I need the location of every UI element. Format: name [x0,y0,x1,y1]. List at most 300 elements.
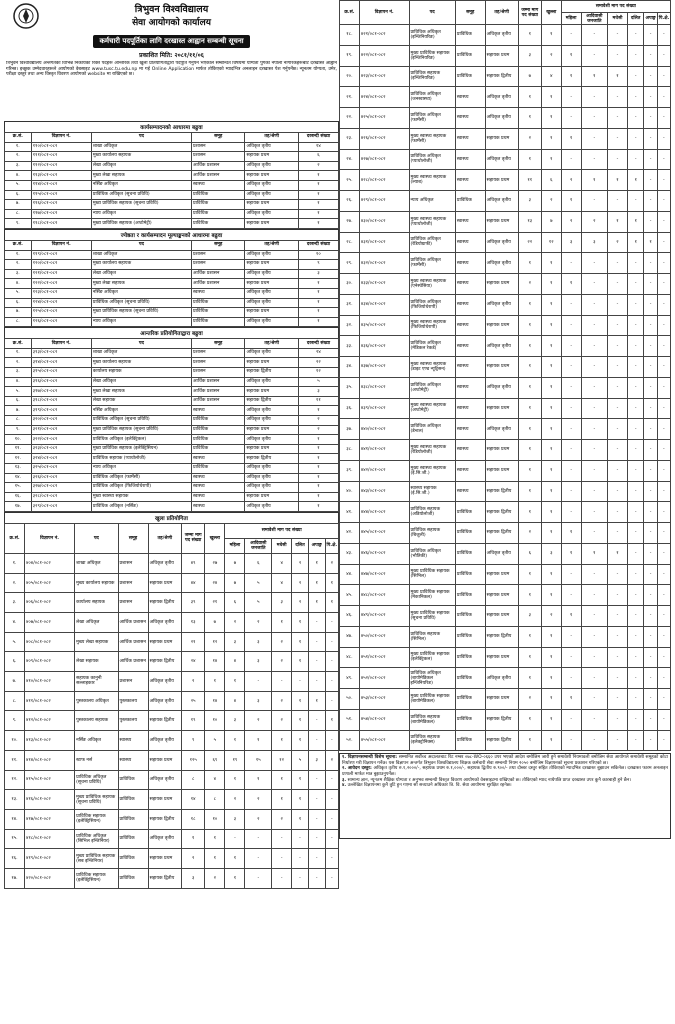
table-cell: सहायक प्रथम [245,260,298,270]
column-header: दरबन्दी संख्या [298,240,338,250]
table-cell: अधिकृत तृतीय [485,25,518,46]
table-cell: - [581,377,607,398]
table-cell: प्राविधिक [192,298,245,308]
table-cell: - [657,274,670,295]
table-cell: - [657,232,670,253]
table-cell: न्याय अधिकृत [91,209,191,219]
table-cell: १४ [298,142,338,152]
table-cell: ८. [5,209,32,219]
table-cell: १ [225,672,245,692]
table-cell: - [657,357,670,378]
table-cell: २४ [298,348,338,358]
table-row [340,211,671,232]
table-cell: अधिकृत तृतीय [485,377,518,398]
table-cell: ४३६/०८१-०८२ [359,336,409,357]
table-cell: १८ [181,809,204,829]
table-cell: ४१५/०८१-०८२ [25,770,75,790]
table-cell: २ [245,809,272,829]
column-header: समूह [192,240,245,250]
table-cell: १२. [5,454,32,464]
table-cell: आर्थिक प्रशासन [192,387,245,397]
table-row [340,253,671,274]
column-header: अपाङ्ग [308,538,325,553]
table-cell: १ [518,440,541,461]
table-cell: - [644,398,657,419]
note-text: अधिकृत तृतीय रु.१,२०००/-, सहायक प्रथम रु.१,०००/-, सहायक द्वितीय रु.९००/- तथा दोब्बर दस्तुर सहित तोकिएको म्यादभित्र दरखास्त बुझाउन सकिनेछ। दरखास्त फारम अनलाइन प्रणाली मार्फत मात्र बुझाउनुपर्नेछ। [342,766,668,778]
table-cell: २ [245,711,272,731]
table-cell: सहायक प्रथम [485,606,518,627]
table-cell: आर्थिक प्रशासन [192,377,245,387]
table-cell: - [627,585,644,606]
table-row [5,593,339,613]
table-cell: - [581,45,607,66]
table-cell: प्राविधिक [192,190,245,200]
table-cell: ४२५/०८१-०८२ [359,108,409,129]
table-cell: १ [541,419,561,440]
table-cell: अधिकृत तृतीय [245,209,298,219]
table-cell: स्वास्थ्य [118,750,148,770]
table-cell: आर्थिक प्रशासन [118,613,148,633]
column-header: पद [409,1,455,25]
table-cell: १ [518,585,541,606]
table-cell: ४१७/०८१-०८२ [25,809,75,829]
table-cell: - [627,730,644,751]
table-cell: मुख्य प्राविधिक सहायक (मेकानिकल) [409,585,455,606]
table-cell: १ [308,691,325,711]
table-cell: नर्सिङ अधिकृत [91,180,191,190]
table-cell: - [608,709,628,730]
table-cell: - [561,481,581,502]
table-cell: ४३८/०८१-०८२ [359,377,409,398]
table-cell: - [608,564,628,585]
column-header: अपाङ्ग [644,13,657,25]
table-cell: - [644,108,657,129]
column-header: समूह [455,1,485,25]
table-cell: मुख्य लेखा सहायक [91,279,191,289]
table-cell: ४७. [340,626,360,647]
table-cell: ४५४/०८१-०८२ [359,709,409,730]
table-cell: ४३३/०८१-०८२ [359,274,409,295]
table-cell: अधिकृत तृतीय [148,829,181,849]
table-cell: १ [541,709,561,730]
table-cell: २ [298,425,338,435]
table-cell: १ [292,711,309,731]
table-cell: - [608,668,628,689]
table-cell: १९. [340,45,360,66]
column-header: समूह [118,523,148,553]
notice-title-banner: कर्मचारी पदपूर्तिका लागि दरखास्त आह्वान सम्बन्धी सूचना [93,35,249,48]
table-cell: - [657,128,670,149]
table-cell: अधिकृत तृतीय [245,161,298,171]
table-cell: ४५१/०८१-०८२ [359,647,409,668]
table-cell: ४४४/०८१-०८२ [359,502,409,523]
table-cell: मुख्य स्वास्थ्य सहायक (रेडियोलोजी) [409,440,455,461]
table-cell: शाखा अधिकृत [91,250,191,260]
table-row [5,483,339,493]
table-cell: १ [298,288,338,298]
table-cell: प्राविधिक [192,435,245,445]
table-cell: सहायक प्रथम [485,398,518,419]
table-cell: - [308,711,325,731]
table-cell: अधिकृत तृतीय [148,672,181,692]
section-title-internal: आन्तरिक प्रतियोगिताद्वारा बढुवा [4,327,339,338]
table-cell: ४ [272,573,292,593]
table-cell: १४ [181,790,204,810]
table-cell: ४१३/०८१-०८२ [25,731,75,751]
table-cell: ३ [518,606,541,627]
table-cell: - [644,481,657,502]
table-cell: सहायक द्वितीय [485,502,518,523]
table-cell: - [608,25,628,46]
table-cell: ३९ [181,593,204,613]
table-cell: ५१. [340,709,360,730]
table-cell: - [627,87,644,108]
table-cell: प्राविधिक [118,849,148,869]
table-cell: - [627,398,644,419]
table-cell: २ [245,613,272,633]
table-cell: अधिकृत तृतीय [485,336,518,357]
table-cell: सहायक प्रथम [148,849,181,869]
table-row [5,348,339,358]
table-cell: अधिकृत तृतीय [245,288,298,298]
table-cell: ३२५/०८१-०८२ [31,464,91,474]
table-cell: १ [541,481,561,502]
table-cell: - [608,523,628,544]
table-cell: अधिकृत तृतीय [148,613,181,633]
table-row [5,396,339,406]
table-cell: - [608,647,628,668]
table-cell: - [292,849,309,869]
table-cell: - [561,668,581,689]
table-cell: ६ [298,152,338,162]
table-cell: ९. [5,219,32,229]
table-cell: - [627,66,644,87]
table-cell: प्राविधिक सहायक (सिभिल) [409,626,455,647]
table-cell: - [627,336,644,357]
note-label: ४. [342,783,348,789]
table-cell: ४०९/०८१-०८२ [25,652,75,672]
table-cell: ११४/०८१-०८२ [31,180,91,190]
table-cell: ४४९/०८१-०८२ [359,606,409,627]
table-row [5,444,339,454]
table-cell: प्राविधिक [455,543,485,564]
table-cell: सहायक द्वितीय [485,730,518,751]
table-cell: ४४२/०८१-०८२ [359,460,409,481]
table-cell: २ [518,523,541,544]
table-cell: १० [205,711,225,731]
table-cell: ३ [245,632,272,652]
table-cell: सहायक प्रथम [485,689,518,710]
table-cell: २१ [205,593,225,613]
table-cell: सहायक द्वितीय [245,396,298,406]
table-cell: - [581,253,607,274]
table-cell: स्टाफ नर्स [75,750,118,770]
table-cell: ४१८/०८१-०८२ [25,829,75,849]
table-cell: अधिकृत तृतीय [245,190,298,200]
table-row [5,829,339,849]
table-cell: १ [518,108,541,129]
table-cell: ४०५/०८१-०८२ [25,573,75,593]
table-cell: १७. [5,868,25,888]
table-cell: ७. [5,200,32,210]
column-header: मधेसी [272,538,292,553]
table-cell: - [608,253,628,274]
table-cell: ३२. [340,315,360,336]
table-cell: अधिकृत तृतीय [245,406,298,416]
table-cell: १ [205,829,225,849]
table-cell: ३१७/०८१-०८२ [31,387,91,397]
table-cell: नर्सिङ अधिकृत [75,731,118,751]
table-row [5,473,339,483]
table-cell: ७. [5,406,32,416]
table-cell: १ [518,481,541,502]
table-cell: ४३४/०८१-०८२ [359,294,409,315]
table-cell: प्राविधिक अधिकृत (रेडियोग्राफी) [409,232,455,253]
table-cell: २ [272,632,292,652]
notes-section [339,753,671,839]
table-seniority-promotion [4,240,339,327]
table-cell: १. [5,250,32,260]
table-cell: - [308,632,325,652]
column-header: दलित [292,538,309,553]
table-cell: स्वास्थ्य [455,377,485,398]
table-cell: १२६/०८१-०८२ [31,317,91,327]
table-cell: ११. [5,444,32,454]
table-cell: प्राविधिक [118,809,148,829]
table-cell: २४ [205,573,225,593]
table-cell: प्राविधिक अधिकृत (फिजियोथेरापी) [91,483,191,493]
column-header: तह/श्रेणी [148,523,181,553]
table-cell: १ [518,398,541,419]
table-cell: - [657,440,670,461]
table-cell: स्वास्थ्य [192,180,245,190]
table-cell: १ [541,315,561,336]
table-cell: - [644,357,657,378]
table-cell: - [657,87,670,108]
table-row [5,492,339,502]
table-cell: - [581,647,607,668]
table-cell: सहायक प्रथम [485,440,518,461]
table-cell: ७ [541,211,561,232]
table-cell: ११७/०८१-०८२ [31,209,91,219]
table-cell: १ [225,868,245,888]
table-cell: १ [298,406,338,416]
table-cell: - [325,691,338,711]
table-cell: १ [298,190,338,200]
column-header: खुल्ला [205,523,225,553]
table-cell: मुख्य प्राविधिक सहायक (इन्जिनियरिङ) [409,45,455,66]
table-row [340,66,671,87]
table-row [5,387,339,397]
table-cell: ३२६/०८१-०८२ [31,473,91,483]
table-cell: - [561,419,581,440]
table-cell: स्वास्थ्य [455,211,485,232]
table-cell: १ [292,632,309,652]
column-header: दरबन्दी संख्या [298,339,338,349]
table-cell: प्राविधिक [455,564,485,585]
table-row [340,668,671,689]
table-cell: सहायक प्रथम [148,790,181,810]
table-cell: - [581,128,607,149]
table-cell: १ [608,66,628,87]
table-cell: कार्यालय सहायक [75,593,118,613]
table-cell: प्रशासन [192,348,245,358]
table-cell: मुख्य स्वास्थ्य सहायक (प्याथोलोजी) [409,211,455,232]
table-cell: अधिकृत तृतीय [245,269,298,279]
table-cell: - [581,149,607,170]
table-cell: - [581,191,607,212]
table-header-row [5,240,339,250]
table-cell: ११९/०८१-०८२ [31,250,91,260]
table-cell: प्राविधिक [192,464,245,474]
table-cell: - [581,315,607,336]
table-cell: १ [308,593,325,613]
table-cell: - [657,502,670,523]
table-cell: - [657,336,670,357]
table-cell: सहायक प्रथम [485,564,518,585]
column-header: समूह [192,133,245,143]
table-cell: ११०/०८१-०८२ [31,142,91,152]
table-row [5,161,339,171]
table-cell: ३२२/०८१-०८२ [31,435,91,445]
table-cell: अधिकृत तृतीय [148,553,181,573]
table-cell: - [325,672,338,692]
table-row [5,613,339,633]
table-cell: २ [181,672,204,692]
table-cell: १ [292,652,309,672]
table-row [5,317,339,327]
table-cell: प्राविधिक अधिकृत (इन्जिनियरिङ) [409,25,455,46]
table-cell: मुख्य लेखा सहायक [75,632,118,652]
table-cell: स्वास्थ्य [455,460,485,481]
table-cell: ८ [181,770,204,790]
table-cell: स्वास्थ्य [455,253,485,274]
table-cell: प्राविधिक अधिकृत (भौतिकी) [409,543,455,564]
table-row [340,315,671,336]
table-row [340,543,671,564]
table-cell: ९ [181,731,204,751]
table-cell: न्याय अधिकृत [91,317,191,327]
table-cell: ४२०/०८१-०८२ [25,868,75,888]
table-cell: प्राविधिक सहायक (इलेक्ट्रिसियन) [75,809,118,829]
table-cell: - [608,128,628,149]
table-row [5,464,339,474]
table-cell: १६. [5,849,25,869]
table-cell: ५ [292,750,309,770]
table-cell: - [627,274,644,295]
column-header: जम्मा माग पद संख्या [181,523,204,553]
table-cell: ४१९/०८१-०८२ [25,849,75,869]
table-cell: प्राविधिक [192,308,245,318]
table-cell: - [657,170,670,191]
table-cell: १ [518,357,541,378]
table-cell: २ [561,211,581,232]
table-cell: स्वास्थ्य [455,398,485,419]
table-cell: १ [518,564,541,585]
table-row [5,454,339,464]
table-cell: - [581,357,607,378]
table-cell: सहायक प्रथम [148,632,181,652]
table-cell: - [608,108,628,129]
table-cell: ३२३/०८१-०८२ [31,444,91,454]
table-cell: - [561,294,581,315]
table-cell: १ [541,357,561,378]
table-cell: अधिकृत तृतीय [245,435,298,445]
table-cell: सहायक प्रथम [485,128,518,149]
table-cell: - [272,829,292,849]
table-cell: ५ [205,731,225,751]
table-cell: - [627,294,644,315]
table-cell: - [308,809,325,829]
table-cell: सहायक द्वितीय [485,626,518,647]
table-cell: १ [541,585,561,606]
table-cell: ४५०/०८१-०८२ [359,626,409,647]
note-item [342,783,668,789]
table-cell: - [657,523,670,544]
table-cell: - [657,647,670,668]
table-cell: १ [518,25,541,46]
table-cell: १०. [5,731,25,751]
table-cell: १४. [5,809,25,829]
table-cell: १ [298,444,338,454]
table-row [340,108,671,129]
table-cell: १ [298,219,338,229]
table-cell: - [308,672,325,692]
table-cell: - [644,149,657,170]
table-cell: सहायक द्वितीय [148,809,181,829]
table-cell: - [644,128,657,149]
section-title-seniority: ज्येष्ठता र कार्यसम्पादन मूल्याङ्कनको आधारमा बढुवा [4,229,339,240]
table-cell: १ [541,274,561,295]
table-cell: १ [541,564,561,585]
table-cell: ११ [518,170,541,191]
table-cell: - [325,790,338,810]
table-cell: - [245,829,272,849]
table-cell: सहायक प्रथम [485,170,518,191]
table-cell: १ [518,149,541,170]
table-cell: २२ [518,232,541,253]
table-cell: ४३९/०८१-०८२ [359,398,409,419]
table-cell: प्राविधिक [118,770,148,790]
table-cell: १ [541,460,561,481]
table-cell: १ [627,211,644,232]
column-header: तह/श्रेणी [245,240,298,250]
table-cell: २८. [340,232,360,253]
table-cell: प्राविधिक अधिकृत (इलेक्ट्रिकल) [91,435,191,445]
table-cell: - [608,398,628,419]
table-cell: २ [561,170,581,191]
table-row [340,523,671,544]
table-cell: १ [541,377,561,398]
table-cell: ३९. [340,460,360,481]
table-cell: ४२९/०८१-०८२ [359,191,409,212]
table-cell: - [325,809,338,829]
table-cell: ११८/०८१-०८२ [31,219,91,229]
table-cell: नर्सिङ अधिकृत [91,288,191,298]
table-cell: १ [298,435,338,445]
table-cell: १२ [272,750,292,770]
table-cell: १ [272,731,292,751]
table-cell: अधिकृत तृतीय [245,502,298,512]
table-row [340,294,671,315]
table-cell: - [308,652,325,672]
column-header: विज्ञापन नं. [359,1,409,25]
table-cell: पुस्तकालय अधिकृत [75,691,118,711]
table-cell: प्राविधिक [455,191,485,212]
table-row [5,416,339,426]
table-cell: १ [272,770,292,790]
table-cell: ३२७/०८१-०८२ [31,483,91,493]
